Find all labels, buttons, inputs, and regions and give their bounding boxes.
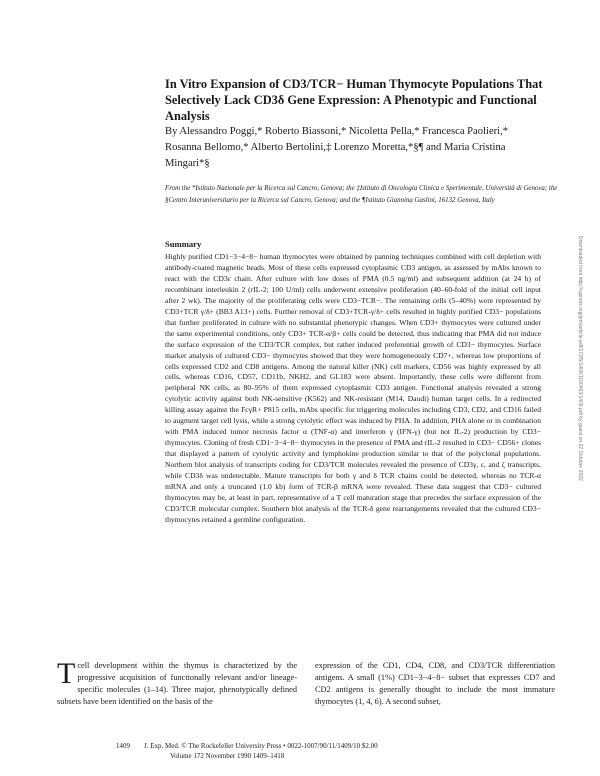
- download-watermark: [574, 236, 586, 596]
- download-note: Downloaded from http://rupress.org/jem/article-pdf/172/5/1409/1100463/1409.pdf by guest on 22 October 2022: [577, 236, 583, 481]
- volume-info: Volume 172 November 1990 1409–1418: [170, 752, 285, 760]
- intro-column-right: expression of the CD1, CD4, CD8, and CD3/TCR differentiation antigens. A small (1%) CD1−3−4−8− subset that expresses CD7 and CD2 antigens is generally thought to include the most immature thymocytes (1, 4, 6). A second subset,: [315, 661, 555, 706]
- drop-cap: T: [57, 657, 76, 690]
- affiliations: From the *Istituto Nazionale per la Ricerca sul Cancro, Genova; the ‡Istituto di Oncologia Clinica e Sperimentale, Università di Genova; the §Centro Interuniversitario per la Ricerca sul Cancro, Genova; and the ¶Istituto Giannina Gaslini, 16132 Genova, Italy: [165, 185, 558, 204]
- intro-column-left: [57, 657, 297, 708]
- page-number: 1409: [116, 742, 130, 750]
- summary-heading: Summary: [165, 239, 202, 249]
- intro-text-left: cell development within the thymus is characterized by the progressive acquisition of functionally relevant and/or lineage-specific molecules (1–14). Three major, phenotypically defined subsets have been identified on the basis of the: [57, 661, 297, 706]
- journal-citation: J. Exp. Med. © The Rockefeller University Press • 0022-1007/90/11/1409/10 $2.00: [144, 742, 378, 750]
- author-list: By Alessandro Poggi,* Roberto Biassoni,* Nicoletta Pella,* Francesca Paolieri,* Rosanna Bellomo,* Alberto Bertolini,‡ Lorenzo Moretta,*§¶ and Maria Cristina Mingari*§: [165, 126, 509, 169]
- article-title: In Vitro Expansion of CD3/TCR− Human Thymocyte Populations That Selectively Lack CD3δ Gene Expression: A Phenotypic and Functional Analysis: [165, 77, 543, 124]
- summary-text: Highly purified CD1−3−4−8− human thymocytes were obtained by panning techniques combined with cell depletion with antibody-coated magnetic beads. Most of these cells expressed cytoplasmic CD3 antigen, as assessed by mAbs known to react with the CD3ε chain. After culture with low doses of PMA (0.5 ng/ml) and subsequent addition (at 24 h) of recombinant interleukin 2 (rIL-2; 100 U/ml) cells underwent extensive proliferation (40–60-fold of the initial cell input after 2 wk). The majority of the proliferating cells were CD3−TCR−. The remaining cells (5–40%) were represented by CD3+TCR γ/δ+ (BB3 A13+) cells. Further removal of CD3+TCR-γ/δ+ cells resulted in highly purified CD3− populations that further proliferated in culture with no substantial phenotypic changes. When CD3+ thymocytes were cultured under the same experimental conditions, only CD3+ TCR-α/β+ cells could be detected, thus indicating that PMA did not induce the surface expression of the CD3/TCR complex, but rather induced preferential growth of CD3− thymocytes. Surface marker analysis of cultured CD3− thymocytes showed that they were homogeneously CD7+, whereas low proportions of cells expressed CD2 and CD8 antigens. Among the natural killer (NK) cell markers, CD56 was highly expressed by all cells, whereas CD16, CD57, CD11b, NKH2, and GL183 were absent. Importantly, these cells were different from peripheral NK cells, as 80–95% of them expressed cytoplasmic CD3 antigen. Functional analysis revealed a strong cytolytic activity against both NK-sensitive (K562) and NK-resistant (M14, Daudi) human target cells. In a redirected killing assay against the FcγR+ P815 cells, mAbs specific for triggering molecules including CD3, CD2, and CD16 failed to augment target cell lysis, while a strong cytolytic effect was induced by PHA. In addition, PHA alone or in combination with PMA induced tumor necrosis factor α (TNF-α) and interferon γ (IFN-γ) (but not IL-2) production by CD3− thymocytes. Cloning of fresh CD1−3−4−8− thymocytes in the presence of PMA and rIL-2 resulted in CD3− CD56+ clones that displayed a pattern of cytolytic activity and lymphokine production similar to that of the polyclonal populations. Northern blot analysis of transcripts coding for CD3/TCR molecules revealed the presence of CD3γ, ε, and ζ transcripts, while CD3δ was undetectable. Mature transcripts for both γ and δ TCR chains could be detected, whereas no TCR-α mRNA and only a truncated (1.0 kb) form of TCR-β mRNA were revealed. These data suggest that CD3− cultured thymocytes may be, at least in part, representative of a T cell maturation stage that precedes the surface expression of the CD3/TCR molecular complex. Southern blot analysis of the TCR-δ gene rearrangements revealed that the cultured CD3− thymocytes retained a germline configuration.: [165, 252, 541, 524]
